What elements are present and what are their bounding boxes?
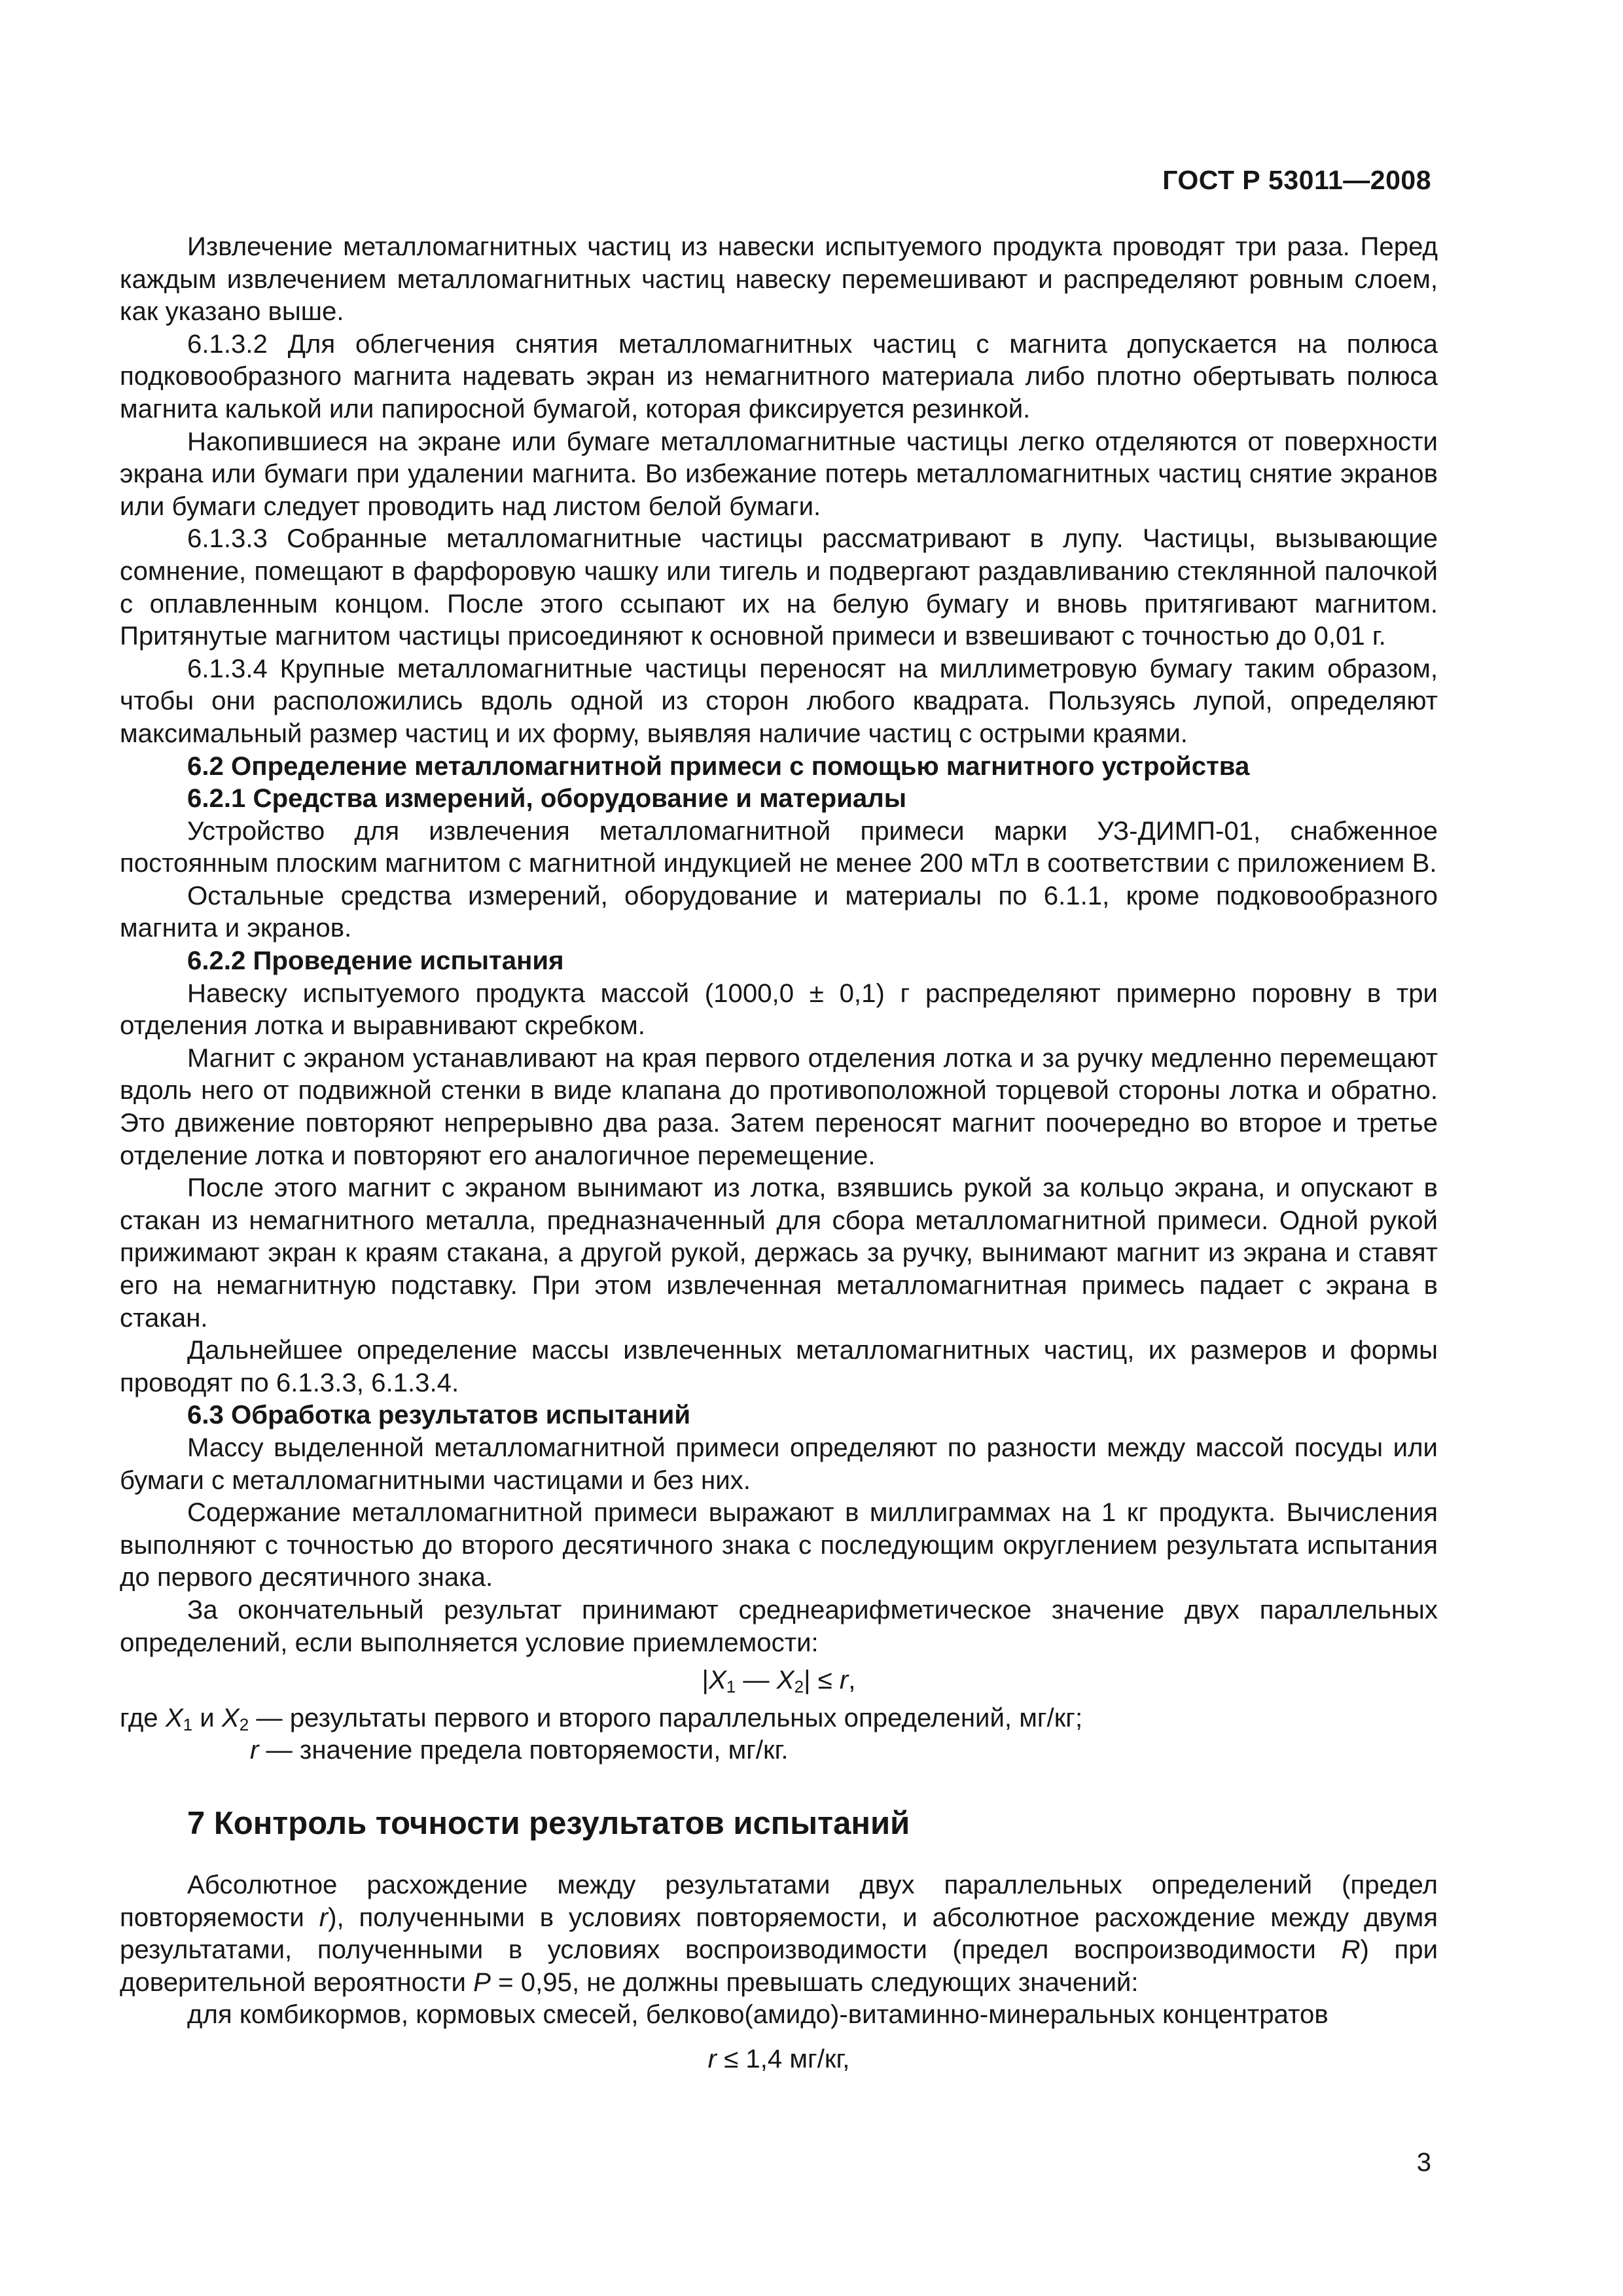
paragraph: Массу выделенной металломагнитной примеси определяют по разности между массой посуды или бумаги с металломагнитными частицами и без них. [120,1432,1438,1495]
paragraph-section-7: Абсолютное расхождение между результатами двух параллельных определений (предел повторяемости r), полученными в условиях повторяемости, и абсолютное расхождение между двумя результатами, полученными в условиях воспроизводимости (предел воспроизводимости R) при доверительной вероятности P = 0,95, не должны превышать следующих значений: [120,1869,1438,1997]
section-7-title: 7 Контроль точности результатов испытаний [187,1805,910,1841]
heading-6-3: 6.3 Обработка результатов испытаний [187,1400,691,1430]
formula-legend-x: где $X_1$ и $X_2$ — результаты первого и второго параллельных определений, мг/кг; [120,1702,1083,1734]
formula-acceptability-condition: $|X_1$ — $X_2| \le r$, [702,1665,856,1697]
paragraph: Извлечение металломагнитных частиц из навески испытуемого продукта проводят три раза. Перед каждым извлечением металломагнитных частиц навеску перемешивают и распределяют ровным слоем, как указано выше. [120,232,1438,327]
document-body [120,230,1438,2079]
paragraph: Навеску испытуемого продукта массой (1000,0 ± 0,1) г распределяют примерно поровну в три отделения лотка и выравнивают скребком. [120,978,1438,1041]
document-code-header: ГОСТ Р 53011—2008 [1162,165,1431,195]
page-number: 3 [1416,2148,1431,2177]
paragraph: Остальные средства измерений, оборудование и материалы по 6.1.1, кроме подковообразного магнита и экранов. [120,880,1438,943]
formula-legend-r: r — значение предела повторяемости, мг/кг. [250,1735,789,1765]
paragraph: После этого магнит с экраном вынимают из лотка, взявшись рукой за кольцо экрана, и опускают в стакан из немагнитного металла, предназначенный для сбора металломагнитной примеси. Одной рукой прижимают экран к краям стакана, а другой рукой, держась за ручку, вынимают магнит из экрана и ставят его на немагнитную подставку. При этом извлеченная металломагнитная примесь падает с экрана в стакан. [120,1173,1438,1333]
paragraph: Накопившиеся на экране или бумаге металломагнитные частицы легко отделяются от поверхности экрана или бумаги при удалении магнита. Во избежание потерь металломагнитных частиц снятие экранов или бумаги следует проводить над листом белой бумаги. [120,426,1438,521]
paragraph: Магнит с экраном устанавливают на края первого отделения лотка и за ручку медленно перемещают вдоль него от подвижной стенки в виде клапана до противоположной торцевой стороны лотка и обратно. Это движение повторяют непрерывно два раза. Затем переносят магнит поочередно во второе и третье отделение лотка и повторяют его аналогичное перемещение. [120,1043,1438,1170]
paragraph: Устройство для извлечения металломагнитной примеси марки УЗ-ДИМП-01, снабженное постоянным плоским магнитом с магнитной индукцией не менее 200 мТл в соответствии с приложением В. [120,816,1438,878]
paragraph: Дальнейшее определение массы извлеченных металломагнитных частиц, их размеров и формы проводят по 6.1.3.3, 6.1.3.4. [120,1335,1438,1397]
heading-6-2-2: 6.2.2 Проведение испытания [187,946,564,976]
paragraph-6-1-3-2: 6.1.3.2 Для облегчения снятия металломагнитных частиц с магнита допускается на полюса подковообразного магнита надевать экран из немагнитного материала либо плотно обертывать полюса магнита калькой или папиросной бумагой, которая фиксируется резинкой. [120,329,1438,423]
formula-repeatability-limit: r ≤ 1,4 мг/кг, [707,2043,850,2073]
heading-6-2-1: 6.2.1 Средства измерений, оборудование и материалы [187,783,907,814]
paragraph: За окончательный результат принимают среднеарифметическое значение двух параллельных определений, если выполняется условие приемлемости: [120,1594,1438,1657]
paragraph: для комбикормов, кормовых смесей, белково(амидо)-витаминно-минеральных концентратов [187,2000,1329,2030]
paragraph-6-1-3-4: 6.1.3.4 Крупные металломагнитные частицы переносят на миллиметровую бумагу таким образом, чтобы они расположились вдоль одной из сторон любого квадрата. Пользуясь лупой, определяют максимальный размер частиц и их форму, выявляя наличие частиц с острыми краями. [120,653,1438,748]
paragraph: Содержание металломагнитной примеси выражают в миллиграммах на 1 кг продукта. Вычисления выполняют с точностью до второго десятичного знака с последующим округлением результата испытания до первого десятичного знака. [120,1498,1438,1592]
paragraph-6-1-3-3: 6.1.3.3 Собранные металломагнитные частицы рассматривают в лупу. Частицы, вызывающие сомнение, помещают в фарфоровую чашку или тигель и подвергают раздавливанию стеклянной палочкой с оплавленным концом. После этого ссыпают их на белую бумагу и вновь притягивают магнитом. Притянутые магнитом частицы присоединяют к основной примеси и взвешивают с точностью до 0,01 г. [120,524,1438,651]
heading-6-2: 6.2 Определение металломагнитной примеси с помощью магнитного устройства [187,751,1250,781]
